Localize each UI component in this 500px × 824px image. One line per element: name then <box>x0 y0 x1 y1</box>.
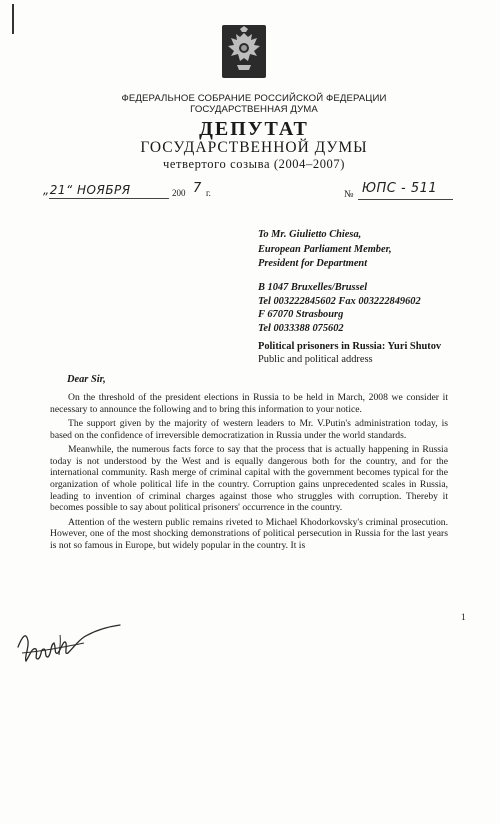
addressee-line: President for Department <box>258 258 368 270</box>
subject-subtitle: Public and political address <box>258 354 373 365</box>
subject-title: Political prisoners in Russia: Yuri Shutov <box>258 341 442 352</box>
org-line-2: ГОСУДАРСТВЕННАЯ ДУМА <box>190 104 318 115</box>
date-field <box>43 181 223 205</box>
address-line: B 1047 Bruxelles/Brussel <box>258 282 368 293</box>
salutation: Dear Sir, <box>67 374 106 385</box>
letterhead-title: ДЕПУТАТ <box>199 118 309 140</box>
body-paragraph: Meanwhile, the numerous facts force to say that the process that is actually happening in Russia today is not understood by the West and is equally dangerous both for the country, and for the international community. Rash merge of criminal capital with the government becomes typical for the organization of whole political life in the country. Corruption gains unprecedented scales in Russia, leading to invention of criminal charges against those who struggles with corruption. Thereby it becomes possible to say about political prisoners' occurrence in the country. <box>50 443 448 514</box>
body-paragraph: On the threshold of the president elections in Russia to be held in March, 2008 we consider it necessary to announce the following and to bring this information to your notice. <box>50 392 448 415</box>
addressee-line: To Mr. Giulietto Chiesa, <box>258 229 362 240</box>
number-underline <box>358 199 453 200</box>
date-year-prefix: 200 <box>172 188 186 198</box>
handwritten-signature <box>14 617 126 669</box>
address-block <box>258 281 421 335</box>
double-headed-eagle-icon <box>221 23 267 79</box>
org-line-1: ФЕДЕРАЛЬНОЕ СОБРАНИЕ РОССИЙСКОЙ ФЕДЕРАЦИИ <box>121 93 387 104</box>
letter-body <box>50 392 448 554</box>
scan-edge-mark <box>12 4 14 34</box>
body-paragraph: Attention of the western public remains riveted to Michael Khodorkovsky's criminal prosecution. However, one of the most shocking demonstrations of political persecution in Russia for the last years is not so famous in Europe, but widely popular in the country. It is <box>50 516 448 551</box>
date-underline <box>49 198 169 199</box>
letterhead-subtitle: ГОСУДАРСТВЕННОЙ ДУМЫ <box>140 139 368 156</box>
address-line: Tel 003222845602 Fax 003222849602 <box>258 295 421 307</box>
reference-number-handwritten: ЮПС - 511 <box>362 181 438 196</box>
addressee-block <box>258 228 392 272</box>
body-paragraph: The support given by the majority of western leaders to Mr. V.Putin's administration today, is based on the confidence of irreversible democratization in Russia under the world standards. <box>50 417 448 441</box>
address-line: Tel 0033388 075602 <box>258 322 344 334</box>
page-number: 1 <box>461 613 466 623</box>
date-suffix: г. <box>206 188 211 198</box>
letterhead-convocation: четвертого созыва (2004–2007) <box>162 157 346 171</box>
date-year-handwritten: 7 <box>193 181 202 196</box>
subject-block <box>258 340 441 366</box>
reference-number-field <box>344 181 454 205</box>
addressee-line: European Parliament Member, <box>258 243 392 255</box>
number-sign: № <box>344 189 354 200</box>
address-line: F 67070 Strasbourg <box>258 309 344 321</box>
date-handwritten: „21“ НОЯБРЯ <box>43 183 131 197</box>
